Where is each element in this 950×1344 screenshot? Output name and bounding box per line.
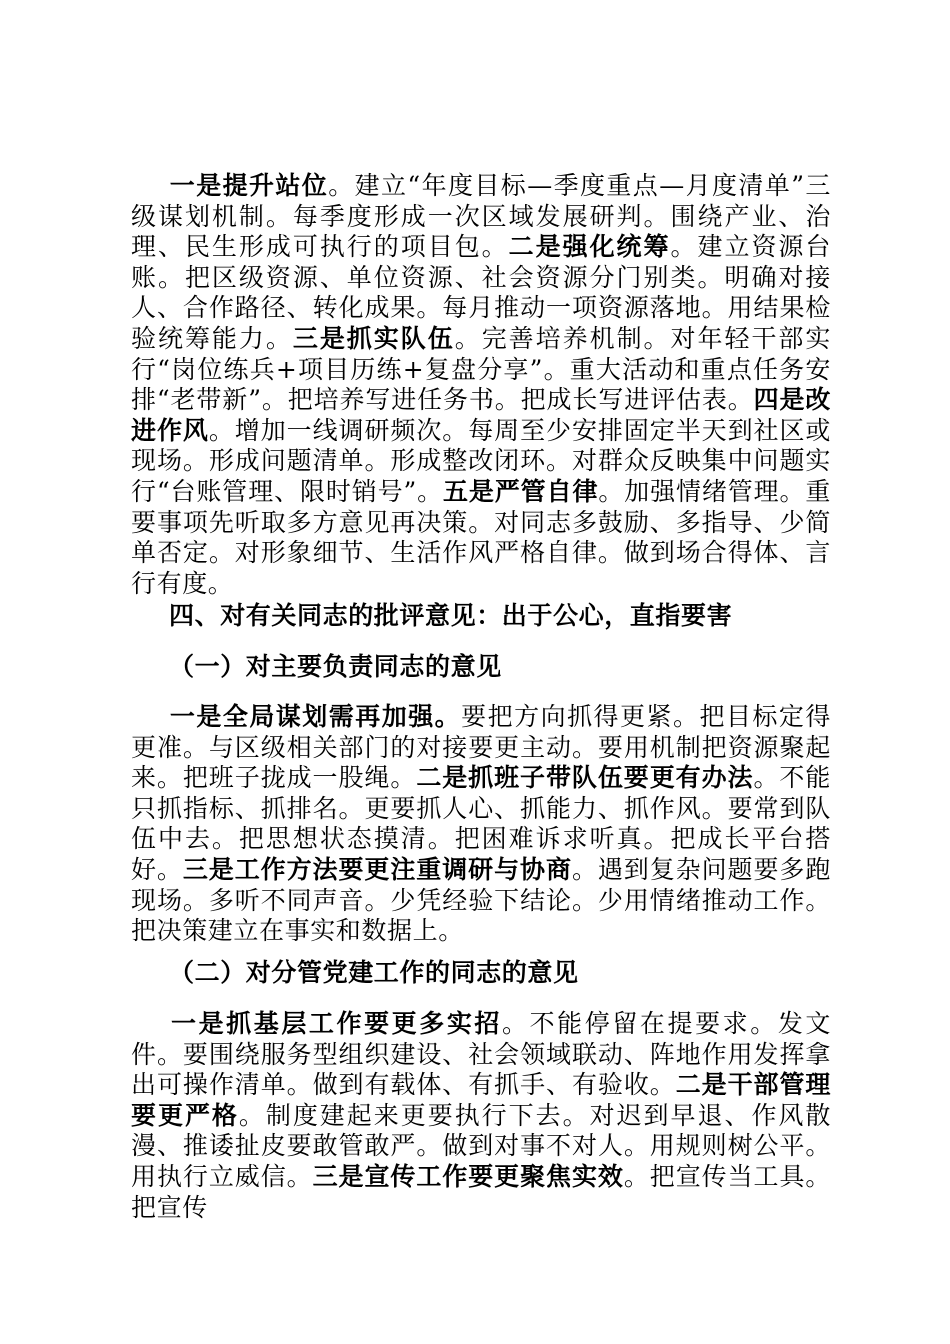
text-run: 。完善培养机制。对年轻干部实行“岗位练兵+项目历练+复盘分享”。重大活动和重点任务安排“老带新”。把培养写进任务书。把成长写进评估表。 xyxy=(131,323,831,415)
bold-run: 四是改进作风 xyxy=(131,385,831,445)
section-heading-4: 四、对有关同志的批评意见：出于公心，直指要害 xyxy=(169,601,733,630)
bold-run: 三是抓实队伍 xyxy=(292,323,455,353)
text-run: 。增加一线调研频次。每周至少安排固定半天到社区或现场。形成问题清单。形成整改闭环。对群众反映集中问题实行“台账管理、限时销号”。 xyxy=(131,415,831,506)
text-run: 。不能停留在提要求。发文件。要围绕服务型组织建设、社会领域联动、阵地作用发挥拿出可操作清单。做到有载体、有抓手、有验收。 xyxy=(131,1009,831,1100)
text-run: 。制度建起来更要执行下去。对迟到早退、作风散漫、推诿扯皮要敢管敢严。做到对事不对人。用规则树公平。用执行立威信。 xyxy=(131,1100,831,1191)
bold-run: 五是严管自律 xyxy=(443,476,599,506)
paragraph-opinions-party-building xyxy=(131,1009,831,1223)
text-run: 要把方向抓得更紧。把目标定得更准。与区级相关部门的对接要更主动。要用机制把资源聚起来。把班子拢成一股绳。 xyxy=(131,702,831,793)
bold-run: 二是抓班子带队伍要更有办法 xyxy=(416,763,754,793)
bold-run: 一是抓基层工作要更多实招 xyxy=(169,1009,502,1038)
paragraph-measures xyxy=(131,171,831,599)
text-run: 。不能只抓指标、抓排名。更要抓人心、抓能力、抓作风。要常到队伍中去。把思想状态摸清。把困难诉求听真。把成长平台搭好。 xyxy=(131,763,831,884)
paragraph-opinions-principal xyxy=(131,702,831,947)
bold-run: 一是全局谋划需再加强。 xyxy=(169,702,462,731)
subsection-heading-2: （二）对分管党建工作的同志的意见 xyxy=(169,958,579,987)
text-run: 。加强情绪管理。重要事项先听取多方意见再决策。对同志多鼓励、多指导、少简单否定。对形象细节、生活作风严格自律。做到场合得体、言行有度。 xyxy=(131,476,831,598)
text-run: 。把宣传当工具。把宣传 xyxy=(131,1161,832,1222)
subsection-heading-1: （一）对主要负责同志的意见 xyxy=(169,652,502,681)
bold-run: 二是强化统筹 xyxy=(508,232,671,262)
bold-run: 二是干部管理要更严格 xyxy=(131,1070,831,1130)
bold-run: 一是提升站位 xyxy=(169,171,329,200)
bold-run: 三是宣传工作要更聚焦实效 xyxy=(312,1161,624,1191)
text-run: 。建立资源台账。把区级资源、单位资源、社会资源分门别类。明确对接人、合作路径、转化成果。每月推动一项资源落地。用结果检验统筹能力。 xyxy=(131,232,831,353)
text-run: 。建立“年度目标—季度重点—月度清单”三级谋划机制。每季度形成一次区域发展研判。围绕产业、治理、民生形成可执行的项目包。 xyxy=(131,171,831,262)
text-run: 。遇到复杂问题要多跑现场。多听不同声音。少凭经验下结论。少用情绪推动工作。把决策建立在事实和数据上。 xyxy=(131,854,831,946)
bold-run: 三是工作方法要更注重调研与协商 xyxy=(182,854,572,884)
